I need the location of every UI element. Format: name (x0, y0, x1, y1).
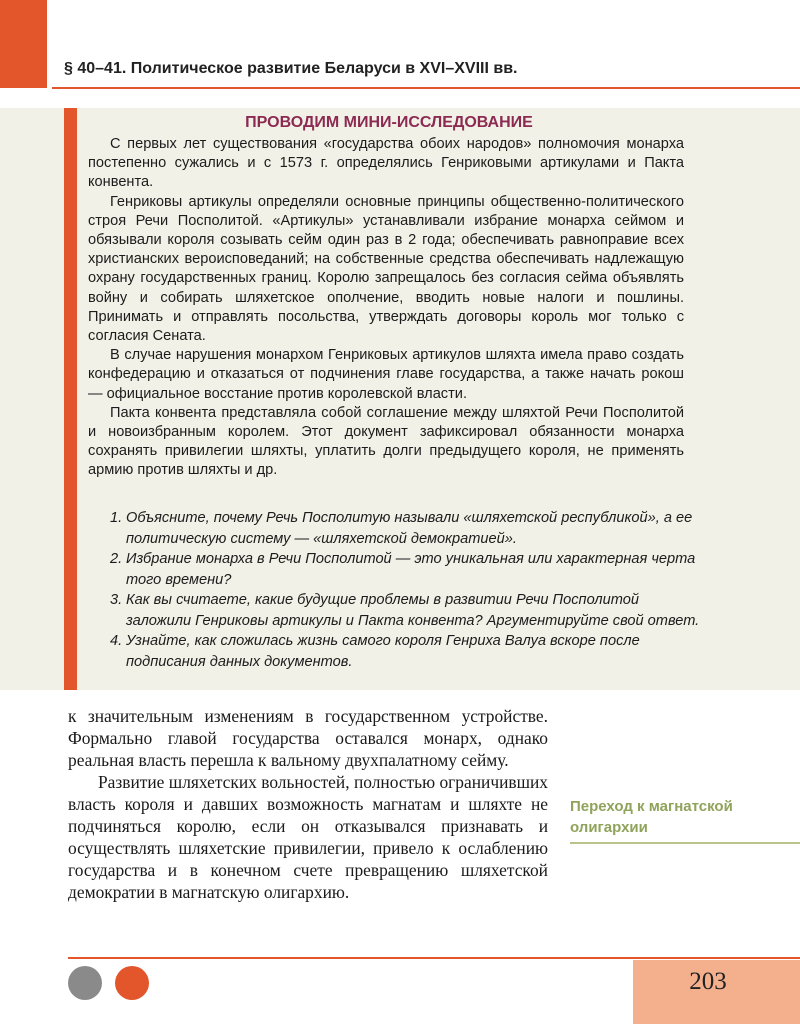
main-paragraph: к значительным изменениям в государственном устройстве. Формально главой государства оставался монарх, однако реальная власть перешла к вальному двухпалатному сейму. (68, 706, 548, 770)
question-item (110, 631, 700, 672)
question-number: 3. (110, 592, 123, 608)
chapter-header: § 40–41. Политическое развитие Беларуси в XVI–XVIII вв. (64, 60, 518, 77)
header-rule (52, 87, 800, 89)
research-paragraph: С первых лет существования «государства обоих народов» полномочия монарха постепенно сужались и с 1573 г. определялись Генриковыми артикулами и Пакта конвента. (88, 136, 684, 191)
question-number: 1. (110, 510, 123, 526)
question-text: Объясните, почему Речь Посполитую называли «шляхетской республикой», а ее политическую систему — «шляхетской демократией». (126, 510, 693, 547)
question-number: 4. (110, 633, 123, 649)
orange-dot-decoration (115, 966, 149, 1000)
research-box (0, 108, 800, 690)
research-paragraph: Пакта конвента представляла собой соглашение между шляхтой Речи Посполитой и новоизбранным королем. Этот документ зафиксировал обязанности монарха сохранять привилегии шляхты, уплатить долги предыдущего короля, не применять армию против шляхты и др. (88, 404, 684, 479)
research-paragraph: В случае нарушения монархом Генриковых артикулов шляхта имела право создать конфедерацию и отказаться от подчинения главе государства, а также начать рокош — официальное восстание против королевской власти. (88, 347, 684, 402)
margin-note: Переход к магнатской олигархии (570, 798, 733, 836)
question-number: 2. (110, 551, 123, 567)
question-text: Узнайте, как сложилась жизнь самого короля Генриха Валуа вскоре после подписания данных документов. (126, 633, 640, 670)
research-text (88, 135, 684, 481)
footer-rule (68, 957, 800, 959)
main-text (68, 705, 548, 903)
gray-dot-decoration (68, 966, 102, 1000)
margin-note-rule (570, 842, 800, 844)
research-accent-bar (64, 108, 77, 690)
page-number: 203 (689, 968, 727, 995)
question-item (110, 590, 700, 631)
question-item (110, 508, 700, 549)
research-title: ПРОВОДИМ МИНИ-ИССЛЕДОВАНИЕ (245, 114, 533, 131)
main-paragraph: Развитие шляхетских вольностей, полностью ограничивших власть короля и давших возможность магнатам и шляхте не подчиняться королю, если он отказывался признавать и осуществлять шляхетские привилегии, привело к ослаблению государства и в конечном счете превращению шляхетской демократии в магнатскую олигархию. (68, 772, 548, 902)
question-list (110, 508, 700, 672)
question-text: Как вы считаете, какие будущие проблемы в развитии Речи Посполитой заложили Генриковы артикулы и Пакта конвента? Аргументируйте свой ответ. (126, 592, 700, 629)
question-text: Избрание монарха в Речи Посполитой — это уникальная или характерная черта того времени? (126, 551, 696, 588)
question-item (110, 549, 700, 590)
corner-tab (0, 0, 47, 88)
research-paragraph: Генриковы артикулы определяли основные принципы общественно-политического строя Речи Посполитой. «Артикулы» устанавливали избрание монарха сеймом и обязывали короля созывать сейм один раз в 2 года; обеспечивать равноправие всех христианских вероисповеданий; на собственные средства обеспечивать надлежащую охрану государственных границ. Королю запрещалось без согласия сейма объявлять войну и собирать шляхетское ополчение, вводить новые налоги и пошлины. Принимать и отправлять посольства, утверждать договоры король мог только с согласия Сената. (88, 193, 684, 345)
